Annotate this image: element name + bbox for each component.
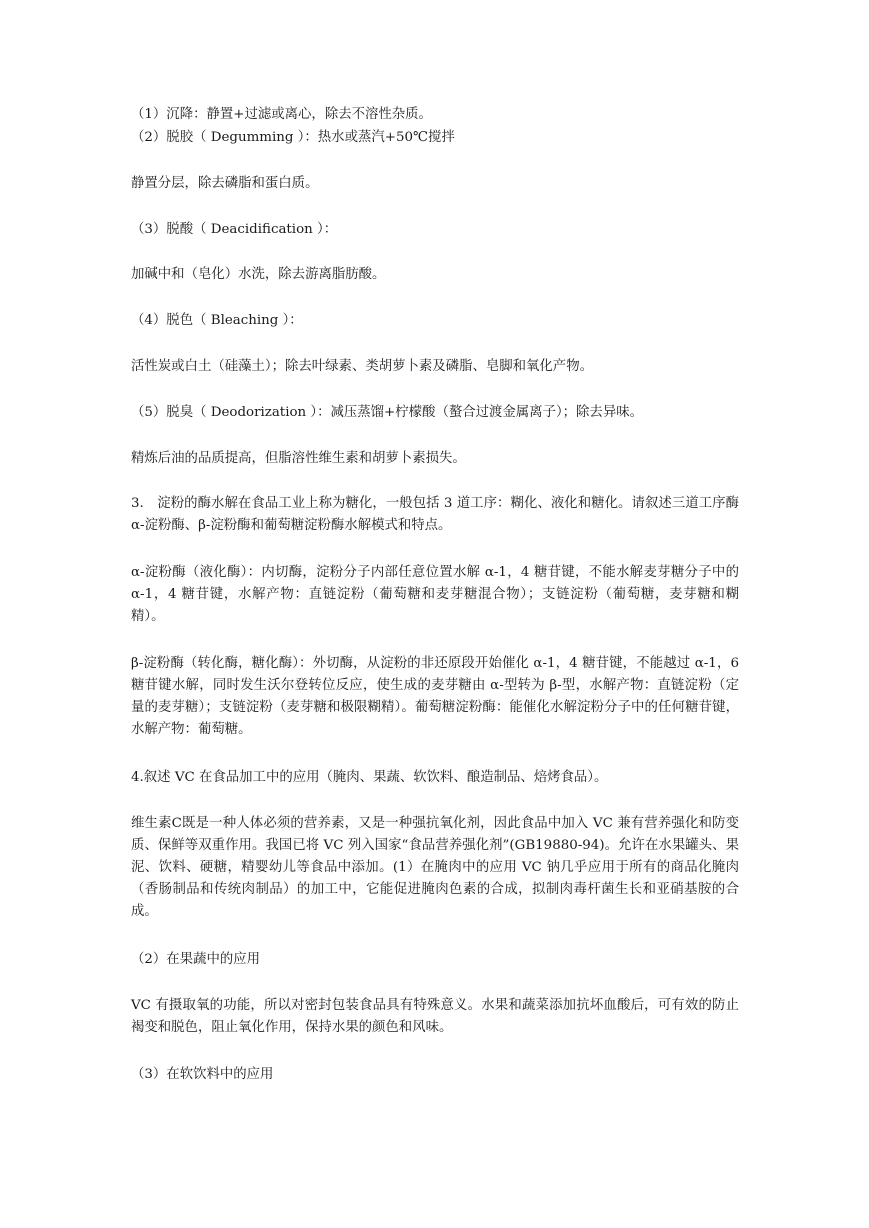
paragraph-bleaching-detail: 活性炭或白土（硅藻土）；除去叶绿素、类胡萝卜素及磷脂、皂脚和氧化产物。	[131, 359, 593, 374]
paragraph-deacidification-detail: 加碱中和（皂化）水洗，除去游离脂肪酸。	[131, 267, 386, 282]
paragraph-question-3: 3. 淀粉的酶水解在食品工业上称为糖化，一般包括 3 道工序：糊化、液化和糖化。请叙述三道工序酶 α-淀粉酶、β-淀粉酶和葡萄糖淀粉酶水解模式和特点。	[131, 496, 739, 533]
paragraph-degumming-detail: 静置分层，除去磷脂和蛋白质。	[131, 176, 319, 191]
paragraph-question-4: 4.叙述 VC 在食品加工中的应用（腌肉、果蔬、软饮料、酿造制品、焙烤食品）。	[131, 770, 608, 785]
paragraph-sedimentation: （1）沉降：静置+过滤或离心，除去不溶性杂质。	[131, 107, 432, 122]
paragraph-deodorization: （5）脱臭（ Deodorization ）：减压蒸馏+柠檬酸（螯合过渡金属离子）；除去异味。	[131, 405, 643, 420]
paragraph-bleaching: （4）脱色（ Bleaching ）：	[131, 313, 303, 328]
paragraph-fruit-vegetable-detail: VC 有摄取氧的功能，所以对密封包装食品具有特殊意义。水果和蔬菜添加抗坏血酸后，可有效的防止褐变和脱色，阻止氧化作用，保持水果的颜色和风味。	[131, 998, 739, 1035]
paragraph-beta-amylase: β-淀粉酶（转化酶，糖化酶）：外切酶，从淀粉的非还原段开始催化 α-1，4 糖苷键，不能越过 α-1，6 糖苷键水解，同时发生沃尔登转位反应，使生成的麦芽糖由 α-型转为 β-型，水解产物：直链淀粉（定量的麦芽糖）；支链淀粉（麦芽糖和极限糊精）。葡萄糖淀粉酶：能催化水解淀粉分子中的任何糖苷键，水解产物：葡萄糖。	[131, 656, 739, 737]
paragraph-degumming: （2）脱胶（ Degumming ）：热水或蒸汽+50℃搅拌	[131, 130, 455, 145]
paragraph-soft-drink-heading: （3）在软饮料中的应用	[131, 1067, 274, 1082]
paragraph-fruit-vegetable-heading: （2）在果蔬中的应用	[131, 952, 261, 967]
paragraph-alpha-amylase: α-淀粉酶（液化酶）：内切酶，淀粉分子内部任意位置水解 α-1，4 糖苷键，不能水解麦芽糖分子中的 α-1，4 糖苷键，水解产物：直链淀粉（葡萄糖和麦芽糖混合物）；支链淀粉（葡萄糖，麦芽糖和糊精）。	[131, 565, 739, 624]
paragraph-refining-summary: 精炼后油的品质提高，但脂溶性维生素和胡萝卜素损失。	[131, 451, 466, 466]
paragraph-deacidification: （3）脱酸（ Deacidification ）：	[131, 222, 338, 237]
paragraph-vitamin-c-intro: 维生素C既是一种人体必须的营养素，又是一种强抗氧化剂，因此食品中加入 VC 兼有营养强化和防变质、保鲜等双重作用。我国已将 VC 列入国家“食品营养强化剂”(GB19880-94)。允许在水果罐头、果泥、饮料、硬糖，精婴幼儿等食品中添加。(1）在腌肉中的应用 VC 钠几乎应用于所有的商品化腌肉（香肠制品和传统肉制品）的加工中，它能促进腌肉色素的合成，拟制肉毒杆菌生长和亚硝基胺的合成。	[131, 816, 739, 919]
